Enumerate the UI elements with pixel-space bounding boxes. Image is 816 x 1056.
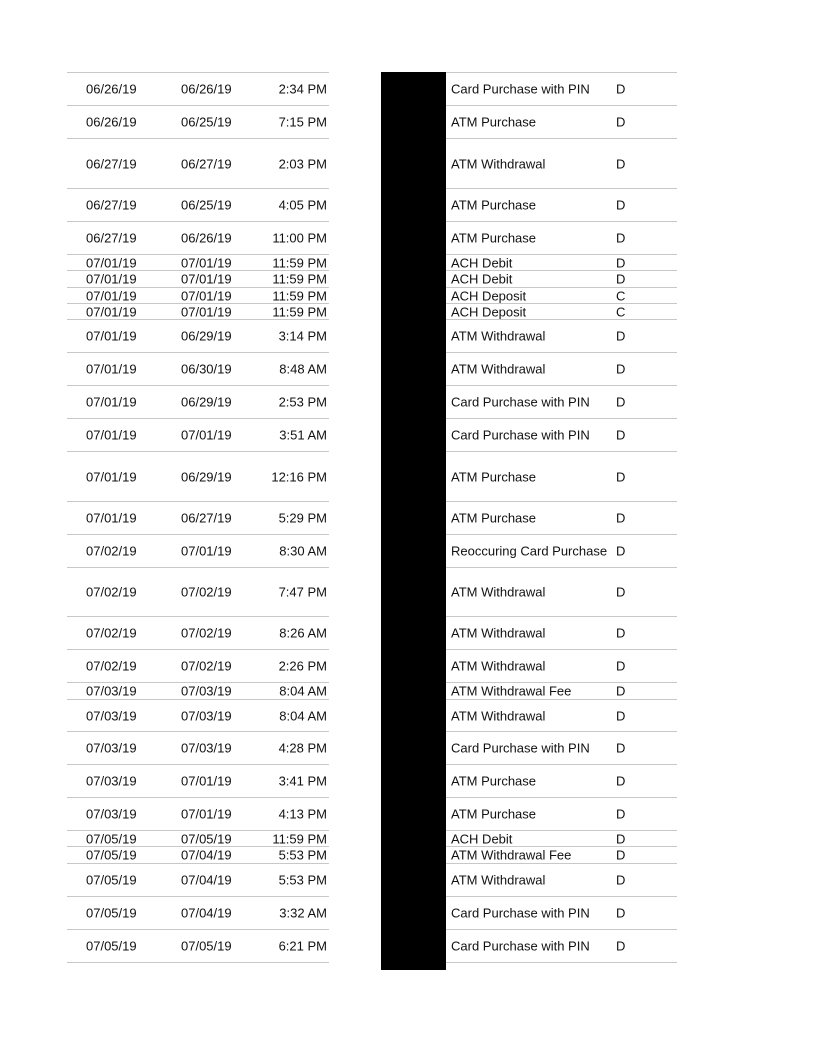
row-divider	[67, 567, 329, 568]
row-divider	[67, 138, 329, 139]
debit-credit-flag: D	[616, 510, 626, 526]
row-divider	[446, 534, 677, 535]
transaction-description: ACH Debit	[451, 255, 513, 270]
row-divider	[67, 797, 329, 798]
transaction-description: Reoccuring Card Purchase	[451, 543, 608, 559]
debit-credit-flag: C	[616, 288, 626, 303]
transaction-time: 11:59 PM	[272, 255, 327, 270]
row-divider	[446, 188, 677, 189]
transaction-description: ACH Deposit	[451, 304, 527, 319]
posted-date: 07/03/19	[86, 708, 137, 723]
transaction-time: 2:03 PM	[278, 156, 327, 171]
transaction-description: Card Purchase with PIN	[451, 740, 590, 756]
transaction-date: 07/01/19	[181, 773, 232, 789]
transaction-description: Card Purchase with PIN	[451, 938, 590, 954]
posted-date: 06/27/19	[86, 156, 137, 171]
transaction-date: 06/26/19	[181, 230, 232, 246]
row-divider	[446, 352, 677, 353]
debit-credit-flag: D	[616, 114, 626, 130]
redaction-bar	[381, 72, 446, 970]
transaction-time: 11:59 PM	[272, 288, 327, 303]
row-divider	[67, 352, 329, 353]
transaction-date: 07/04/19	[181, 905, 232, 921]
debit-credit-flag: D	[616, 905, 626, 921]
posted-date: 07/01/19	[86, 288, 137, 303]
transaction-date: 06/27/19	[181, 510, 232, 526]
transaction-time: 4:05 PM	[278, 197, 327, 213]
transaction-description: ATM Withdrawal	[451, 156, 546, 171]
transaction-date: 07/01/19	[181, 288, 232, 303]
transaction-description: ATM Withdrawal	[451, 658, 546, 674]
debit-credit-flag: D	[616, 328, 626, 344]
transaction-date: 06/29/19	[181, 469, 232, 484]
row-divider	[67, 418, 329, 419]
posted-date: 07/01/19	[86, 469, 137, 484]
debit-credit-flag: D	[616, 469, 626, 484]
transaction-time: 2:53 PM	[278, 394, 327, 410]
debit-credit-flag: D	[616, 361, 626, 377]
transaction-description: ATM Purchase	[451, 510, 537, 526]
transaction-time: 2:26 PM	[278, 658, 327, 674]
transaction-description: ATM Purchase	[451, 806, 537, 822]
transaction-date: 06/25/19	[181, 114, 232, 130]
debit-credit-flag: D	[616, 740, 626, 756]
transaction-time: 7:15 PM	[278, 114, 327, 130]
row-divider	[446, 385, 677, 386]
transaction-description: Card Purchase with PIN	[451, 905, 590, 921]
transaction-date: 06/26/19	[181, 81, 232, 97]
row-divider	[67, 534, 329, 535]
row-divider	[67, 929, 329, 930]
row-divider	[67, 649, 329, 650]
debit-credit-flag: D	[616, 625, 626, 641]
posted-date: 06/26/19	[86, 81, 137, 97]
transaction-date: 07/05/19	[181, 831, 232, 846]
transaction-time: 12:16 PM	[271, 469, 327, 484]
row-divider	[446, 567, 677, 568]
posted-date: 07/05/19	[86, 872, 137, 888]
transaction-description: Card Purchase with PIN	[451, 81, 590, 97]
row-divider	[67, 863, 329, 864]
transaction-date: 07/01/19	[181, 255, 232, 270]
posted-date: 07/03/19	[86, 683, 137, 699]
transaction-time: 4:28 PM	[278, 740, 327, 756]
posted-date: 07/01/19	[86, 361, 137, 377]
debit-credit-flag: D	[616, 271, 626, 287]
row-divider	[446, 896, 677, 897]
row-divider	[67, 221, 329, 222]
transaction-description: Card Purchase with PIN	[451, 427, 590, 443]
row-divider	[67, 319, 329, 320]
transaction-description: ATM Withdrawal	[451, 872, 546, 888]
transaction-date: 07/01/19	[181, 806, 232, 822]
transaction-description: ATM Withdrawal	[451, 361, 546, 377]
row-divider	[446, 221, 677, 222]
transaction-date: 06/29/19	[181, 394, 232, 410]
transaction-description: ATM Purchase	[451, 230, 537, 246]
transaction-description: ATM Purchase	[451, 197, 537, 213]
posted-date: 07/01/19	[86, 328, 137, 344]
debit-credit-flag: D	[616, 658, 626, 674]
transaction-time: 8:04 AM	[279, 708, 327, 723]
posted-date: 07/05/19	[86, 938, 137, 954]
transaction-date: 07/02/19	[181, 658, 232, 674]
posted-date: 07/01/19	[86, 271, 137, 287]
transaction-date: 07/04/19	[181, 847, 232, 863]
transaction-description: ATM Withdrawal	[451, 328, 546, 344]
posted-date: 07/03/19	[86, 740, 137, 756]
posted-date: 07/01/19	[86, 304, 137, 319]
transaction-time: 4:13 PM	[278, 806, 327, 822]
transaction-time: 3:41 PM	[278, 773, 327, 789]
row-divider	[67, 699, 329, 700]
transaction-description: ATM Withdrawal	[451, 625, 546, 641]
row-divider	[446, 863, 677, 864]
posted-date: 07/03/19	[86, 806, 137, 822]
transaction-time: 8:04 AM	[279, 683, 327, 699]
row-divider	[67, 731, 329, 732]
row-divider	[446, 764, 677, 765]
debit-credit-flag: D	[616, 156, 626, 171]
transaction-time: 3:51 AM	[279, 427, 327, 443]
transaction-description: ACH Debit	[451, 831, 513, 846]
debit-credit-flag: D	[616, 427, 626, 443]
posted-date: 07/02/19	[86, 625, 137, 641]
transaction-time: 3:32 AM	[279, 905, 327, 921]
transaction-date: 07/05/19	[181, 938, 232, 954]
debit-credit-flag: D	[616, 230, 626, 246]
transaction-time: 8:26 AM	[279, 625, 327, 641]
row-divider	[446, 649, 677, 650]
transaction-time: 5:53 PM	[278, 847, 327, 863]
transaction-date: 07/04/19	[181, 872, 232, 888]
row-divider	[446, 929, 677, 930]
row-divider	[446, 699, 677, 700]
debit-credit-flag: D	[616, 806, 626, 822]
transaction-description: ATM Purchase	[451, 469, 537, 484]
transaction-description: ACH Debit	[451, 271, 513, 287]
debit-credit-flag: D	[616, 773, 626, 789]
transaction-time: 6:21 PM	[278, 938, 327, 954]
row-divider	[446, 797, 677, 798]
debit-credit-flag: D	[616, 197, 626, 213]
transaction-description: ATM Purchase	[451, 773, 537, 789]
transaction-time: 7:47 PM	[278, 584, 327, 600]
row-divider	[67, 105, 329, 106]
transaction-description: ATM Withdrawal	[451, 584, 546, 600]
posted-date: 07/02/19	[86, 543, 137, 559]
transaction-date: 07/02/19	[181, 625, 232, 641]
row-divider	[446, 319, 677, 320]
posted-date: 06/27/19	[86, 230, 137, 246]
transaction-time: 5:53 PM	[278, 872, 327, 888]
transaction-description: ATM Withdrawal	[451, 708, 546, 723]
transaction-time: 11:59 PM	[272, 831, 327, 846]
row-divider	[67, 501, 329, 502]
transaction-time: 11:59 PM	[272, 304, 327, 319]
row-divider	[67, 764, 329, 765]
posted-date: 07/02/19	[86, 584, 137, 600]
transaction-date: 06/27/19	[181, 156, 232, 171]
debit-credit-flag: D	[616, 831, 626, 846]
debit-credit-flag: D	[616, 683, 626, 699]
row-divider	[67, 962, 329, 963]
row-divider	[67, 616, 329, 617]
posted-date: 07/03/19	[86, 773, 137, 789]
debit-credit-flag: C	[616, 304, 626, 319]
posted-date: 07/01/19	[86, 510, 137, 526]
posted-date: 07/02/19	[86, 658, 137, 674]
transaction-date: 07/03/19	[181, 683, 232, 699]
debit-credit-flag: D	[616, 847, 626, 863]
posted-date: 07/01/19	[86, 427, 137, 443]
row-divider	[67, 188, 329, 189]
row-divider	[446, 616, 677, 617]
posted-date: 07/05/19	[86, 905, 137, 921]
transaction-date: 07/01/19	[181, 543, 232, 559]
row-divider	[67, 896, 329, 897]
row-divider	[446, 105, 677, 106]
transaction-description: ATM Withdrawal Fee	[451, 847, 572, 863]
debit-credit-flag: D	[616, 81, 626, 97]
row-divider	[446, 731, 677, 732]
transaction-date: 06/30/19	[181, 361, 232, 377]
posted-date: 06/27/19	[86, 197, 137, 213]
row-divider	[446, 501, 677, 502]
transaction-date: 06/29/19	[181, 328, 232, 344]
debit-credit-flag: D	[616, 708, 626, 723]
transaction-date: 06/25/19	[181, 197, 232, 213]
debit-credit-flag: D	[616, 584, 626, 600]
row-divider	[446, 962, 677, 963]
row-divider	[67, 385, 329, 386]
transaction-time: 8:30 AM	[279, 543, 327, 559]
debit-credit-flag: D	[616, 255, 626, 270]
posted-date: 07/01/19	[86, 255, 137, 270]
transaction-date: 07/03/19	[181, 708, 232, 723]
row-divider	[446, 138, 677, 139]
transaction-date: 07/01/19	[181, 271, 232, 287]
transaction-time: 11:59 PM	[272, 271, 327, 287]
transaction-date: 07/01/19	[181, 304, 232, 319]
posted-date: 07/05/19	[86, 831, 137, 846]
debit-credit-flag: D	[616, 394, 626, 410]
row-divider	[446, 72, 677, 73]
posted-date: 07/01/19	[86, 394, 137, 410]
row-divider	[67, 451, 329, 452]
transaction-description: Card Purchase with PIN	[451, 394, 590, 410]
transaction-time: 2:34 PM	[278, 81, 327, 97]
transaction-description: ATM Withdrawal Fee	[451, 683, 572, 699]
transaction-description: ATM Purchase	[451, 114, 537, 130]
row-divider	[67, 72, 329, 73]
row-divider	[446, 451, 677, 452]
debit-credit-flag: D	[616, 938, 626, 954]
transaction-description: ACH Deposit	[451, 288, 527, 303]
transaction-time: 5:29 PM	[278, 510, 327, 526]
transaction-date: 07/01/19	[181, 427, 232, 443]
posted-date: 07/05/19	[86, 847, 137, 863]
transaction-time: 11:00 PM	[272, 230, 327, 246]
transaction-time: 8:48 AM	[279, 361, 327, 377]
transaction-time: 3:14 PM	[278, 328, 327, 344]
row-divider	[446, 418, 677, 419]
debit-credit-flag: D	[616, 543, 626, 559]
transaction-date: 07/03/19	[181, 740, 232, 756]
posted-date: 06/26/19	[86, 114, 137, 130]
transaction-date: 07/02/19	[181, 584, 232, 600]
debit-credit-flag: D	[616, 872, 626, 888]
